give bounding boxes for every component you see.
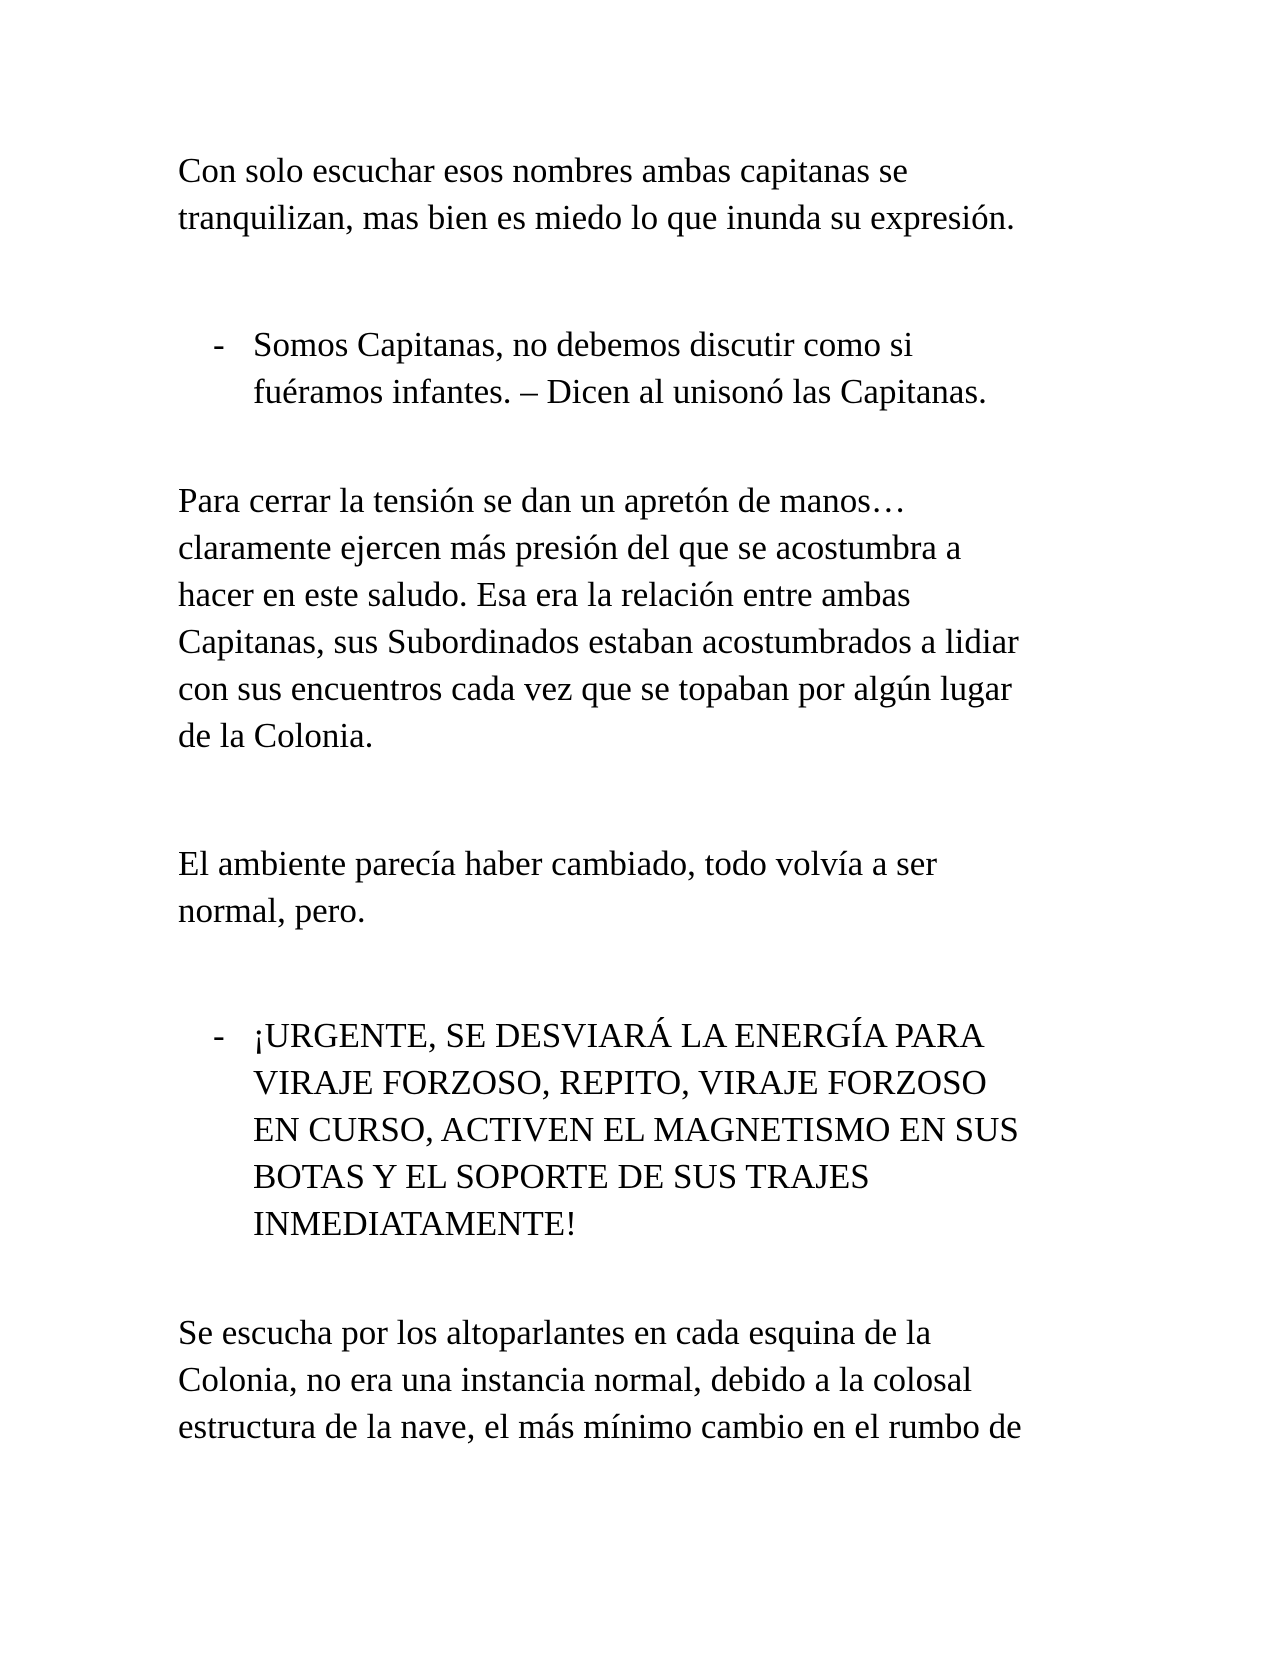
paragraph-line: Para cerrar la tensión se dan un apretón de manos…	[178, 481, 906, 520]
paragraph-line: Colonia, no era una instancia normal, debido a la colosal	[178, 1360, 973, 1399]
paragraph-line: hacer en este saludo. Esa era la relación entre ambas	[178, 575, 911, 614]
paragraph-line: El ambiente parecía haber cambiado, todo volvía a ser	[178, 844, 937, 883]
paragraph-line: Se escucha por los altoparlantes en cada esquina de la	[178, 1313, 932, 1352]
dialogue-line: BOTAS Y EL SOPORTE DE SUS TRAJES	[253, 1157, 870, 1196]
dialogue-line: VIRAJE FORZOSO, REPITO, VIRAJE FORZOSO	[253, 1063, 987, 1102]
dialogue-dash: -	[213, 325, 225, 364]
dialogue-dash: -	[213, 1016, 225, 1055]
paragraph-line: Capitanas, sus Subordinados estaban acostumbrados a lidiar	[178, 622, 1019, 661]
paragraph-line: de la Colonia.	[178, 716, 374, 755]
paragraph-line: con sus encuentros cada vez que se topaban por algún lugar	[178, 669, 1012, 708]
dialogue-line: Somos Capitanas, no debemos discutir como si	[253, 325, 914, 364]
paragraph-line: estructura de la nave, el más mínimo cambio en el rumbo de	[178, 1407, 1022, 1446]
paragraph-line: tranquilizan, mas bien es miedo lo que inunda su expresión.	[178, 198, 1015, 237]
paragraph-line: normal, pero.	[178, 891, 366, 930]
dialogue-line: EN CURSO, ACTIVEN EL MAGNETISMO EN SUS	[253, 1110, 1019, 1149]
paragraph-line: claramente ejercen más presión del que se acostumbra a	[178, 528, 962, 567]
dialogue-line: INMEDIATAMENTE!	[253, 1204, 577, 1243]
dialogue-line: ¡URGENTE, SE DESVIARÁ LA ENERGÍA PARA	[253, 1016, 985, 1055]
dialogue-line: fuéramos infantes. – Dicen al unisonó las Capitanas.	[253, 372, 987, 411]
paragraph-line: Con solo escuchar esos nombres ambas capitanas se	[178, 151, 908, 190]
